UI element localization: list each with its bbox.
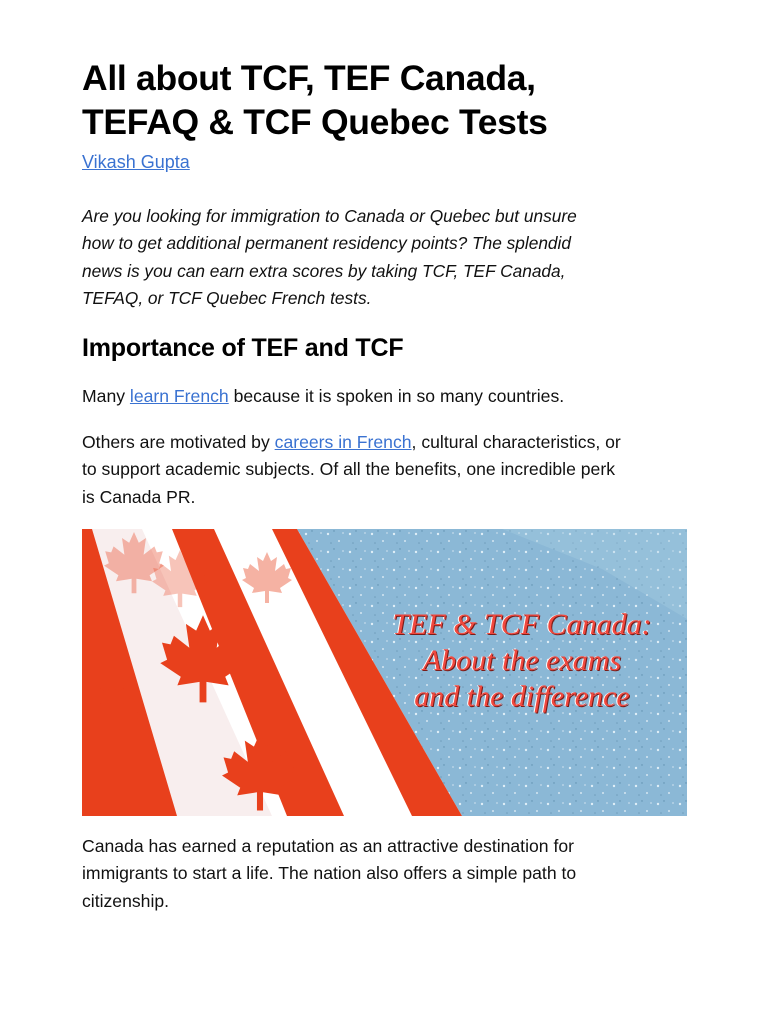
intro-line-1: Are you looking for immigration to Canada or Quebec but unsure [82, 206, 577, 226]
paragraph-line: to support academic subjects. Of all the benefits, one incredible perk [82, 459, 615, 480]
intro-line-2: how to get additional permanent residency points? The splendid [82, 233, 571, 254]
careers-in-french-link[interactable]: careers in French [274, 432, 412, 452]
article-title [82, 56, 688, 144]
paragraph-text: , cultural characteristics, or [411, 432, 621, 452]
paragraph-line [82, 383, 702, 410]
paragraph-canada-reputation [82, 833, 702, 915]
intro-paragraph [82, 203, 688, 312]
hero-image [82, 529, 687, 816]
paragraph-line [82, 429, 702, 456]
paragraph-line: Canada has earned a reputation as an attractive destination for [82, 836, 574, 856]
hero-caption-line-3: and the difference [414, 680, 630, 713]
intro-line-3: news is you can earn extra scores by taking TCF, TEF Canada, [82, 260, 566, 281]
paragraph-text: Many [82, 386, 130, 406]
article-title-line-1: All about TCF, TEF Canada, [82, 58, 536, 98]
paragraph-line: citizenship. [82, 890, 170, 911]
author-link[interactable]: Vikash Gupta [82, 152, 190, 172]
hero-caption [372, 607, 672, 715]
paragraph-careers [82, 429, 702, 511]
paragraph-line: is Canada PR. [82, 486, 196, 507]
paragraph-learn-french [82, 383, 702, 410]
learn-french-link[interactable]: learn French [129, 386, 229, 406]
paragraph-text: Others are motivated by [82, 432, 275, 452]
hero-caption-line-2: About the exams [422, 644, 622, 677]
section-heading: Importance of TEF and TCF [82, 334, 404, 362]
intro-line-4: TEFAQ, or TCF Quebec French tests. [82, 287, 372, 308]
hero-caption-line-1: TEF & TCF Canada: [392, 608, 652, 641]
paragraph-text: because it is spoken in so many countries. [228, 386, 565, 406]
paragraph-line: immigrants to start a life. The nation also offers a simple path to [82, 863, 577, 884]
article-title-line-2: TEFAQ & TCF Quebec Tests [82, 102, 548, 142]
